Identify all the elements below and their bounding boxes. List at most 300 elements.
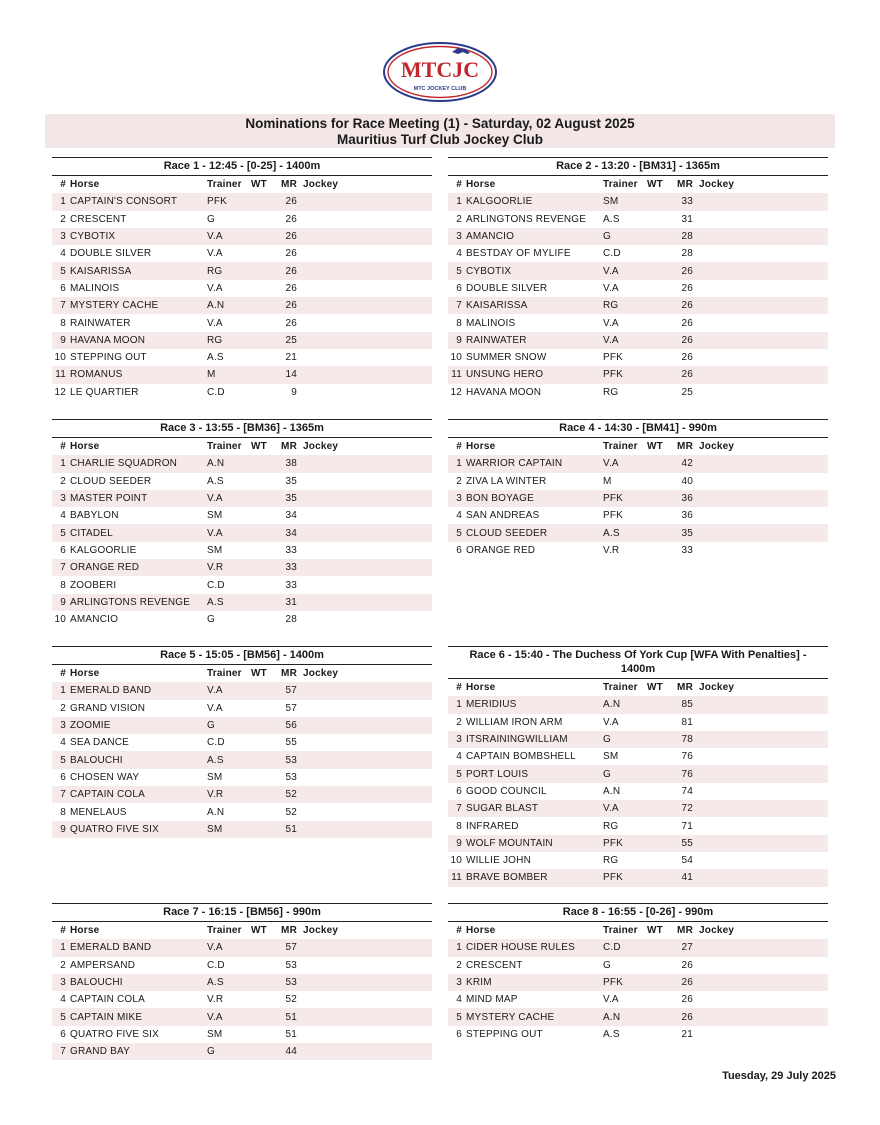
table-row <box>448 193 828 210</box>
horse-name: BESTDAY OF MYLIFE <box>466 248 571 260</box>
merit-rating: 76 <box>681 768 693 780</box>
merit-rating: 26 <box>681 317 693 329</box>
entry-number: 10 <box>54 352 66 364</box>
trainer: V.A <box>207 231 223 243</box>
trainer: C.D <box>603 248 621 260</box>
trainer: G <box>207 720 215 732</box>
trainer: RG <box>603 855 619 867</box>
table-row <box>52 211 432 228</box>
table-row <box>52 1043 432 1060</box>
entry-number: 2 <box>60 702 66 714</box>
entry-number: 8 <box>456 820 462 832</box>
merit-rating: 27 <box>681 942 693 954</box>
entry-number: 9 <box>60 823 66 835</box>
trainer: M <box>603 475 612 487</box>
horse-name: CRESCENT <box>466 959 523 971</box>
trainer: A.S <box>603 1028 620 1040</box>
table-row <box>52 349 432 366</box>
horse-name: BON BOYAGE <box>466 493 534 505</box>
horse-name: SUMMER SNOW <box>466 352 547 364</box>
horse-name: CHARLIE SQUADRON <box>70 458 178 470</box>
race-title: Race 7 - 16:15 - [BM56] - 990m <box>52 903 432 922</box>
trainer: RG <box>603 386 619 398</box>
table-row <box>52 366 432 383</box>
horse-name: WOLF MOUNTAIN <box>466 837 553 849</box>
horse-name: KALGOORLIE <box>466 196 533 208</box>
horse-name: DOUBLE SILVER <box>70 248 152 260</box>
trainer: PFK <box>603 977 624 989</box>
trainer: V.R <box>207 562 224 574</box>
merit-rating: 14 <box>285 369 297 381</box>
table-row <box>52 262 432 279</box>
merit-rating: 36 <box>681 510 693 522</box>
entry-number: 1 <box>60 685 66 697</box>
table-header <box>52 665 432 682</box>
trainer: V.A <box>207 493 223 505</box>
entry-number: 4 <box>60 510 66 522</box>
entry-number: 10 <box>54 614 66 626</box>
entry-number: 3 <box>456 977 462 989</box>
horse-name: BALOUCHI <box>70 754 123 766</box>
mtcjc-logo <box>382 41 498 103</box>
entry-number: 5 <box>60 527 66 539</box>
merit-rating: 55 <box>285 737 297 749</box>
trainer: PFK <box>603 493 624 505</box>
merit-rating: 33 <box>285 579 297 591</box>
merit-rating: 26 <box>681 1011 693 1023</box>
merit-rating: 33 <box>285 562 297 574</box>
trainer: A.S <box>207 754 224 766</box>
horse-name: AMANCIO <box>466 231 515 243</box>
merit-rating: 51 <box>285 1028 297 1040</box>
merit-rating: 28 <box>285 614 297 626</box>
entry-number: 6 <box>456 282 462 294</box>
entry-number: 8 <box>456 317 462 329</box>
trainer: PFK <box>603 352 624 364</box>
table-row <box>52 193 432 210</box>
table-row <box>448 1026 828 1043</box>
horse-name: STEPPING OUT <box>466 1028 543 1040</box>
race-title: Race 8 - 16:55 - [0-26] - 990m <box>448 903 828 922</box>
table-row <box>448 245 828 262</box>
horse-name: MALINOIS <box>466 317 516 329</box>
merit-rating: 85 <box>681 699 693 711</box>
merit-rating: 26 <box>681 977 693 989</box>
trainer: PFK <box>207 196 228 208</box>
table-row <box>52 594 432 611</box>
column-header-wt: WT <box>647 682 663 694</box>
trainer: A.N <box>207 806 225 818</box>
table-row <box>52 734 432 751</box>
trainer: C.D <box>207 386 225 398</box>
trainer: G <box>207 614 215 626</box>
entry-number: 6 <box>456 544 462 556</box>
column-header-jockey: Jockey <box>303 925 339 937</box>
horse-name: KRIM <box>466 977 492 989</box>
column-header-jockey: Jockey <box>303 441 339 453</box>
horse-name: HAVANA MOON <box>466 386 542 398</box>
horse-name: ITSRAININGWILLIAM <box>466 734 568 746</box>
horse-name: STEPPING OUT <box>70 352 147 364</box>
merit-rating: 57 <box>285 702 297 714</box>
race-title: Race 2 - 13:20 - [BM31] - 1365m <box>448 157 828 176</box>
entry-number: 5 <box>456 768 462 780</box>
entry-number: 6 <box>60 544 66 556</box>
column-header-num: # <box>60 668 66 680</box>
table-row <box>448 280 828 297</box>
horse-name: CLOUD SEEDER <box>466 527 548 539</box>
merit-rating: 25 <box>681 386 693 398</box>
trainer: V.A <box>207 685 223 697</box>
table-row <box>52 786 432 803</box>
table-row <box>52 524 432 541</box>
horse-name: MENELAUS <box>70 806 127 818</box>
table-row <box>52 1008 432 1025</box>
column-header-trainer: Trainer <box>603 682 638 694</box>
entry-number: 9 <box>60 596 66 608</box>
horse-name: SEA DANCE <box>70 737 130 749</box>
trainer: V.A <box>207 527 223 539</box>
column-header-trainer: Trainer <box>207 441 242 453</box>
table-row <box>52 228 432 245</box>
horse-name: DOUBLE SILVER <box>466 282 548 294</box>
merit-rating: 81 <box>681 716 693 728</box>
column-header-jockey: Jockey <box>303 668 339 680</box>
column-header-jockey: Jockey <box>699 682 735 694</box>
entry-number: 11 <box>451 872 462 884</box>
table-row <box>448 314 828 331</box>
column-header-wt: WT <box>251 441 267 453</box>
column-header-num: # <box>60 441 66 453</box>
entry-number: 2 <box>60 475 66 487</box>
merit-rating: 38 <box>285 458 297 470</box>
merit-rating: 33 <box>681 544 693 556</box>
trainer: SM <box>207 544 223 556</box>
trainer: G <box>603 734 611 746</box>
page-heading <box>45 114 835 148</box>
horse-name: PORT LOUIS <box>466 768 529 780</box>
horse-name: GRAND BAY <box>70 1046 130 1058</box>
race-title: Race 6 - 15:40 - The Duchess Of York Cup [WFA With Penalties] - 1400m <box>448 646 828 679</box>
entry-number: 2 <box>456 716 462 728</box>
entry-number: 4 <box>456 510 462 522</box>
trainer: A.N <box>603 1011 621 1023</box>
table-row <box>448 991 828 1008</box>
merit-rating: 78 <box>681 734 693 746</box>
table-row <box>52 473 432 490</box>
table-header <box>52 176 432 193</box>
table-row <box>448 455 828 472</box>
table-row <box>52 821 432 838</box>
trainer: RG <box>603 300 619 312</box>
entry-number: 3 <box>60 720 66 732</box>
entry-number: 5 <box>456 265 462 277</box>
table-row <box>448 473 828 490</box>
merit-rating: 53 <box>285 754 297 766</box>
merit-rating: 35 <box>285 475 297 487</box>
table-row <box>448 714 828 731</box>
trainer: A.S <box>603 527 620 539</box>
entry-number: 4 <box>60 248 66 260</box>
race-title: Race 3 - 13:55 - [BM36] - 1365m <box>52 419 432 438</box>
column-header-trainer: Trainer <box>207 668 242 680</box>
trainer: PFK <box>603 837 624 849</box>
entry-number: 3 <box>456 231 462 243</box>
table-header <box>448 922 828 939</box>
entry-number: 6 <box>60 771 66 783</box>
trainer: V.A <box>603 458 619 470</box>
table-row <box>52 751 432 768</box>
table-row <box>448 748 828 765</box>
trainer: M <box>207 369 216 381</box>
column-header-horse: Horse <box>466 179 496 191</box>
horse-name: CYBOTIX <box>466 265 512 277</box>
horse-name: SAN ANDREAS <box>466 510 540 522</box>
merit-rating: 26 <box>285 300 297 312</box>
entry-number: 4 <box>456 248 462 260</box>
table-row <box>448 297 828 314</box>
table-row <box>448 765 828 782</box>
column-header-horse: Horse <box>466 682 496 694</box>
table-row <box>448 524 828 541</box>
trainer: SM <box>603 196 619 208</box>
merit-rating: 76 <box>681 751 693 763</box>
merit-rating: 42 <box>681 458 693 470</box>
trainer: V.R <box>603 544 620 556</box>
horse-name: MIND MAP <box>466 994 518 1006</box>
table-header <box>52 922 432 939</box>
column-header-mr: MR <box>281 179 297 191</box>
entry-number: 12 <box>450 386 462 398</box>
column-header-wt: WT <box>647 441 663 453</box>
horse-name: INFRARED <box>466 820 519 832</box>
trainer: SM <box>207 771 223 783</box>
column-header-horse: Horse <box>466 925 496 937</box>
horse-name: MYSTERY CACHE <box>70 300 159 312</box>
trainer: PFK <box>603 510 624 522</box>
column-header-trainer: Trainer <box>207 925 242 937</box>
trainer: C.D <box>207 579 225 591</box>
horse-name: CAPTAIN MIKE <box>70 1011 143 1023</box>
horse-name: ZOOBERI <box>70 579 117 591</box>
page-title: Nominations for Race Meeting (1) - Saturday, 02 August 2025 <box>245 116 635 131</box>
trainer: V.A <box>603 994 619 1006</box>
entry-number: 12 <box>54 386 66 398</box>
column-header-wt: WT <box>647 179 663 191</box>
trainer: A.N <box>207 300 225 312</box>
entry-number: 1 <box>456 196 462 208</box>
entry-number: 11 <box>55 369 66 381</box>
merit-rating: 41 <box>681 872 693 884</box>
race-5-table <box>52 646 432 838</box>
merit-rating: 26 <box>285 196 297 208</box>
column-header-horse: Horse <box>70 668 100 680</box>
entry-number: 2 <box>456 213 462 225</box>
entry-number: 7 <box>60 1046 66 1058</box>
trainer: RG <box>207 334 223 346</box>
entry-number: 3 <box>60 231 66 243</box>
trainer: V.R <box>207 994 224 1006</box>
entry-number: 1 <box>456 458 462 470</box>
race-4-table <box>448 419 828 559</box>
trainer: SM <box>603 751 619 763</box>
race-title: Race 1 - 12:45 - [0-25] - 1400m <box>52 157 432 176</box>
table-row <box>52 974 432 991</box>
table-header <box>52 438 432 455</box>
column-header-horse: Horse <box>70 925 100 937</box>
table-row <box>448 957 828 974</box>
entry-number: 4 <box>456 994 462 1006</box>
table-row <box>52 700 432 717</box>
table-row <box>52 576 432 593</box>
entry-number: 5 <box>60 1011 66 1023</box>
horse-name: AMPERSAND <box>70 959 136 971</box>
table-row <box>448 974 828 991</box>
horse-name: RAINWATER <box>466 334 527 346</box>
horse-name: WILLIAM IRON ARM <box>466 716 563 728</box>
column-header-mr: MR <box>677 179 693 191</box>
table-row <box>448 939 828 956</box>
table-row <box>52 332 432 349</box>
merit-rating: 35 <box>681 527 693 539</box>
table-row <box>448 332 828 349</box>
horse-name: WARRIOR CAPTAIN <box>466 458 563 470</box>
entry-number: 4 <box>60 737 66 749</box>
trainer: A.N <box>603 785 621 797</box>
trainer: V.A <box>603 265 619 277</box>
horse-name: WILLIE JOHN <box>466 855 531 867</box>
table-row <box>448 852 828 869</box>
column-header-num: # <box>456 925 462 937</box>
horse-name: KALGOORLIE <box>70 544 137 556</box>
entry-number: 11 <box>451 369 462 381</box>
merit-rating: 31 <box>285 596 297 608</box>
horse-name: ZIVA LA WINTER <box>466 475 547 487</box>
merit-rating: 40 <box>681 475 693 487</box>
merit-rating: 74 <box>681 785 693 797</box>
logo-brand: MTCJC <box>400 57 480 82</box>
column-header-wt: WT <box>647 925 663 937</box>
horse-name: KAISARISSA <box>466 300 528 312</box>
table-row <box>448 696 828 713</box>
entry-number: 7 <box>60 789 66 801</box>
merit-rating: 28 <box>681 248 693 260</box>
merit-rating: 26 <box>681 959 693 971</box>
table-row <box>448 731 828 748</box>
column-header-horse: Horse <box>70 179 100 191</box>
merit-rating: 34 <box>285 510 297 522</box>
horse-name: CAPTAIN COLA <box>70 994 146 1006</box>
column-header-jockey: Jockey <box>303 179 339 191</box>
horse-name: BABYLON <box>70 510 119 522</box>
merit-rating: 21 <box>681 1028 693 1040</box>
horse-name: BALOUCHI <box>70 977 123 989</box>
trainer: G <box>207 213 215 225</box>
merit-rating: 26 <box>285 248 297 260</box>
trainer: V.A <box>603 334 619 346</box>
publication-date: Tuesday, 29 July 2025 <box>722 1070 836 1082</box>
horse-name: CRESCENT <box>70 213 127 225</box>
entry-number: 7 <box>60 562 66 574</box>
trainer: C.D <box>603 942 621 954</box>
merit-rating: 53 <box>285 977 297 989</box>
trainer: G <box>603 231 611 243</box>
column-header-horse: Horse <box>466 441 496 453</box>
table-header <box>448 176 828 193</box>
table-row <box>52 939 432 956</box>
horse-name: EMERALD BAND <box>70 942 152 954</box>
logo-subtitle: MTC JOCKEY CLUB <box>413 86 467 92</box>
merit-rating: 26 <box>681 265 693 277</box>
column-header-horse: Horse <box>70 441 100 453</box>
race-7-table <box>52 903 432 1060</box>
horse-name: HAVANA MOON <box>70 334 146 346</box>
table-row <box>52 455 432 472</box>
entry-number: 8 <box>60 579 66 591</box>
table-row <box>448 869 828 886</box>
trainer: V.A <box>207 317 223 329</box>
table-row <box>52 611 432 628</box>
entry-number: 3 <box>60 493 66 505</box>
merit-rating: 52 <box>285 789 297 801</box>
table-row <box>52 769 432 786</box>
race-title: Race 5 - 15:05 - [BM56] - 1400m <box>52 646 432 665</box>
entry-number: 2 <box>60 213 66 225</box>
entry-number: 2 <box>60 959 66 971</box>
trainer: A.S <box>603 213 620 225</box>
column-header-mr: MR <box>677 925 693 937</box>
trainer: SM <box>207 823 223 835</box>
table-row <box>52 384 432 401</box>
horse-name: EMERALD BAND <box>70 685 152 697</box>
merit-rating: 26 <box>285 282 297 294</box>
trainer: A.N <box>207 458 225 470</box>
table-row <box>52 717 432 734</box>
entry-number: 6 <box>456 1028 462 1040</box>
race-3-table <box>52 419 432 628</box>
table-row <box>52 280 432 297</box>
merit-rating: 26 <box>285 317 297 329</box>
column-header-num: # <box>60 925 66 937</box>
entry-number: 3 <box>456 493 462 505</box>
column-header-mr: MR <box>677 441 693 453</box>
entry-number: 3 <box>456 734 462 746</box>
trainer: A.S <box>207 977 224 989</box>
column-header-wt: WT <box>251 668 267 680</box>
entry-number: 10 <box>450 352 462 364</box>
entry-number: 5 <box>456 1011 462 1023</box>
horse-name: CIDER HOUSE RULES <box>466 942 575 954</box>
horse-name: ORANGE RED <box>70 562 140 574</box>
horse-name: AMANCIO <box>70 614 119 626</box>
merit-rating: 51 <box>285 1011 297 1023</box>
trainer: V.A <box>207 1011 223 1023</box>
horse-name: QUATRO FIVE SIX <box>70 1028 159 1040</box>
trainer: RG <box>603 820 619 832</box>
entry-number: 5 <box>60 265 66 277</box>
column-header-num: # <box>456 441 462 453</box>
column-header-trainer: Trainer <box>603 925 638 937</box>
race-1-table <box>52 157 432 401</box>
horse-name: MYSTERY CACHE <box>466 1011 555 1023</box>
merit-rating: 52 <box>285 806 297 818</box>
trainer: G <box>603 768 611 780</box>
merit-rating: 21 <box>285 352 297 364</box>
table-row <box>448 366 828 383</box>
entry-number: 2 <box>456 959 462 971</box>
race-2-table <box>448 157 828 401</box>
horse-name: RAINWATER <box>70 317 131 329</box>
